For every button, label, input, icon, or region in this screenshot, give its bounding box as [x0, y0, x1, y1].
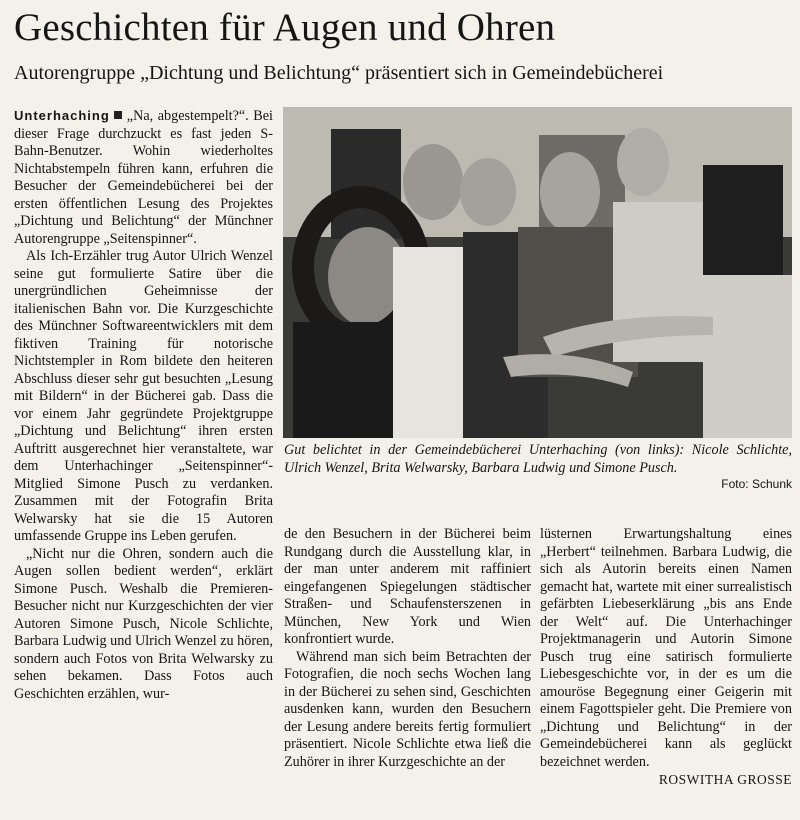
article-column-1	[14, 107, 273, 813]
paragraph: lüsternen Erwartungshaltung eines „Herbert“ teilnehmen. Barbara Ludwig, die sich als Autorin bereits einen Namen gemacht hat, wartete mit einer surrealistisch gefärbten Liebeserklärung „bis ans Ende der Welt“ auf. Die Unterhachinger Projektmanagerin und Autorin Simone Pusch trug eine satirisch formulierte Liebesgeschichte vor, in der es um die amouröse Begegnung einer Geigerin mit einem Fagottspieler geht. Die Premiere von „Dichtung und Belichtung“ in der Gemeindebücherei kann als geglückt bezeichnet werden.	[540, 526, 792, 770]
article-column-2	[284, 526, 531, 813]
paragraph	[14, 107, 273, 248]
photo-caption: Gut belichtet in der Gemeindebücherei Unterhaching (von links): Nicole Schlichte, Ulrich Wenzel, Brita Welwarsky, Barbara Ludwig und Simone Pusch.	[284, 442, 792, 476]
headline: Geschichten für Augen und Ohren	[14, 6, 556, 49]
dateline: Unterhaching	[14, 108, 110, 123]
group-photo	[283, 107, 792, 438]
article-column-3	[540, 526, 792, 813]
subheadline: Autorengruppe „Dichtung und Belichtung“ präsentiert sich in Gemeindebücherei	[14, 62, 664, 84]
square-icon	[114, 111, 122, 119]
paragraph: Als Ich-Erzähler trug Autor Ulrich Wenzel seine gut formulierte Satire über die unergründlichen Geheimnisse der italienischen Bahn vor. Die Kurzgeschichte des Münchner Softwareentwicklers mit dem fiktiven Training für notorische Nichtstempler in Rom bildete den heiteren Abschluss dieser sehr gut besuchten „Lesung mit Bildern“ in der Bücherei gab. Dass die vor einem Jahr gegründete Projektgruppe „Dichtung und Belichtung“ ihren ersten Auftritt ausgerechnet hier veranstaltete, war dem Unterhachinger „Seitenspinner“-Mitglied Simone Pusch zu verdanken. Zusammen mit der Fotografin Brita Welwarsky hat sie die 15 Autoren umfassende Gruppe ins Leben gerufen.	[14, 248, 273, 544]
paragraph: de den Besuchern in der Bücherei beim Rundgang durch die Ausstellung klar, in der man unter anderem mit raffiniert eingefangenen Spiegelungen städtischer Straßen- und Schaufensterszenen in München, New York und Wien konfrontiert wurde.	[284, 526, 531, 647]
byline: ROSWITHA GROSSE	[658, 772, 792, 787]
photo-credit: Foto: Schunk	[721, 477, 792, 491]
paragraph: „Nicht nur die Ohren, sondern auch die Augen sollen bedient werden“, erklärt Simone Pusch. Weshalb die Premieren-Besucher nicht nur Kurzgeschichten der vier Autoren Simone Pusch, Nicole Schlichte, Barbara Ludwig und Ulrich Wenzel zu hören, sondern auch Fotos von Brita Welwarsky zu sehen bekamen. Dass Fotos auch Geschichten erzählen, wur-	[14, 545, 274, 702]
paragraph-text: „Na, abgestempelt?“. Bei dieser Frage durchzuckt es fast jeden S-Bahn-Benutzer. Wohin wiederholtes Nichtabstempeln führen kann, erfuhren die Besucher der Gemeindebücherei bei der ersten öffentlichen Lesung des Projektes „Dichtung und Belichtung“ der Münchner Autorengruppe „Seitenspinner“.	[14, 108, 273, 247]
group-photo-image	[283, 107, 792, 438]
paragraph: Während man sich beim Betrachten der Fotografien, die noch sechs Wochen lang in der Bücherei zu sehen sind, Geschichten ausdenken kann, wurden den Besuchern der Lesung andere bereits fertig formuliert präsentiert. Nicole Schlichte etwa ließ die Zuhörer in ihrer Kurzgeschichte an der	[284, 648, 531, 770]
